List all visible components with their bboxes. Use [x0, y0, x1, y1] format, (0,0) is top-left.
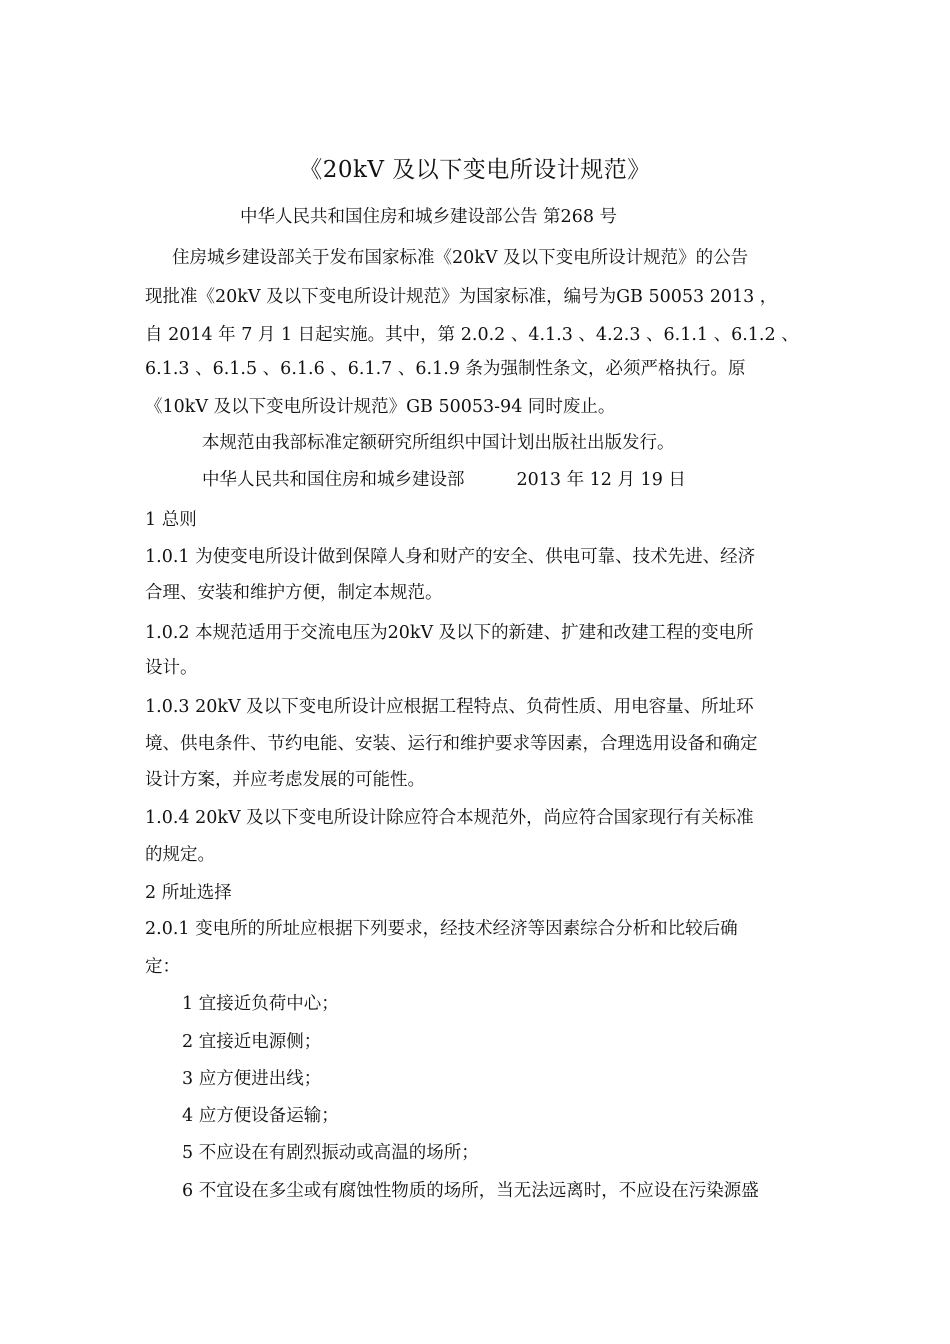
- announcement-heading: 中华人民共和国住房和城乡建设部公告 第268 号: [240, 207, 618, 227]
- clause-line: 定：: [145, 957, 180, 977]
- clause-line: 的规定。: [145, 845, 215, 865]
- list-item: 1 宜接近负荷中心；: [182, 994, 339, 1014]
- issuer-line: [202, 465, 686, 495]
- section-heading: 1 总则: [145, 510, 197, 530]
- list-item: 5 不应设在有剧烈振动或高温的场所；: [182, 1143, 479, 1163]
- clause-line: 设计。: [145, 658, 198, 678]
- announcement-line: 自 2014 年 7 月 1 日起实施。其中，第 2.0.2 、4.1.3 、4.2.3 、6.1.1 、6.1.2 、: [145, 325, 799, 345]
- clause-line: 2.0.1 变电所的所址应根据下列要求，经技术经济等因素综合分析和比较后确: [145, 919, 738, 939]
- list-item: 2 宜接近电源侧；: [182, 1032, 322, 1052]
- clause-line: 1.0.1 为使变电所设计做到保障人身和财产的安全、供电可靠、技术先进、经济: [145, 547, 756, 567]
- clause-line: 1.0.4 20kV 及以下变电所设计除应符合本规范外，尚应符合国家现行有关标准: [145, 808, 754, 828]
- clause-line: 设计方案，并应考虑发展的可能性。: [145, 770, 425, 790]
- publish-note: 本规范由我部标准定额研究所组织中国计划出版社出版发行。: [202, 433, 675, 453]
- list-item: 6 不宜设在多尘或有腐蚀性物质的场所，当无法远离时，不应设在污染源盛: [182, 1181, 759, 1201]
- clause-line: 1.0.2 本规范适用于交流电压为20kV 及以下的新建、扩建和改建工程的变电所: [145, 623, 754, 643]
- announcement-line: 6.1.3 、6.1.5 、6.1.6 、6.1.7 、6.1.9 条为强制性条文，必须严格执行。原: [145, 359, 746, 379]
- announcement-line: 《10kV 及以下变电所设计规范》GB 50053-94 同时废止。: [145, 397, 616, 417]
- announcement-line: 现批准《20kV 及以下变电所设计规范》为国家标准，编号为GB 50053 2013 ，: [145, 287, 778, 307]
- section-heading: 2 所址选择: [145, 883, 232, 903]
- clause-line: 合理、安装和维护方便，制定本规范。: [145, 583, 443, 603]
- list-item: 4 应方便设备运输；: [182, 1106, 339, 1126]
- document-title: 《20kV 及以下变电所设计规范》: [299, 157, 651, 183]
- clause-line: 境、供电条件、节约电能、安装、运行和维护要求等因素，合理选用设备和确定: [145, 734, 758, 754]
- list-item: 3 应方便进出线；: [182, 1069, 322, 1089]
- announcement-line: 住房城乡建设部关于发布国家标准《20kV 及以下变电所设计规范》的公告: [172, 248, 749, 268]
- issue-date: 2013 年 12 月 19 日: [516, 470, 686, 490]
- clause-line: 1.0.3 20kV 及以下变电所设计应根据工程特点、负荷性质、用电容量、所址环: [145, 697, 754, 717]
- issuer: 中华人民共和国住房和城乡建设部: [202, 470, 465, 490]
